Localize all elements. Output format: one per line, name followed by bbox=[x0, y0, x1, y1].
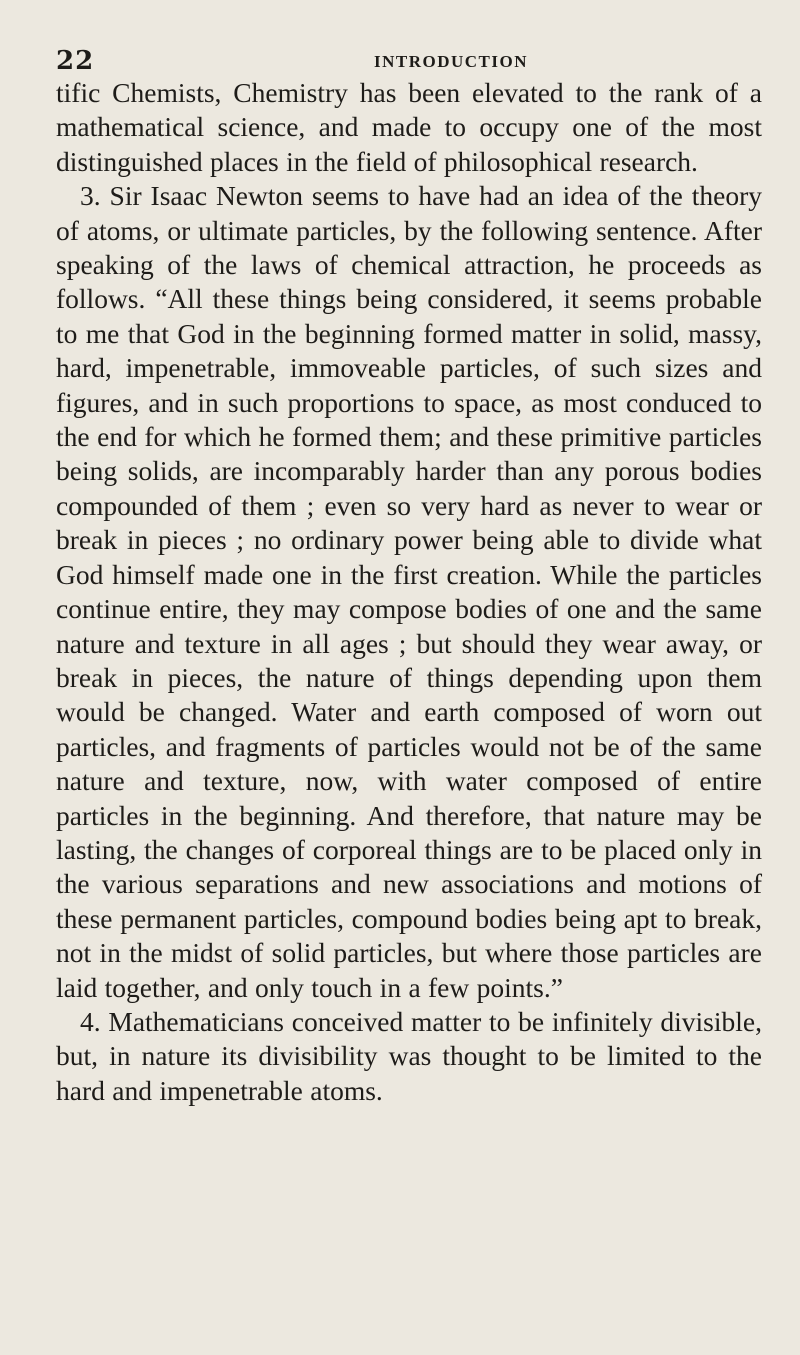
page-number: 22 bbox=[56, 46, 95, 76]
paragraph-3-newton-atoms: 3. Sir Isaac Newton seems to have had an idea of the theory of atoms, or ultimate particles, by the following sentence. After speaking of the laws of chemical attraction, he proceeds as follows. “All these things being considered, it seems probable to me that God in the beginning formed matter in solid, massy, hard, impenetrable, immoveable particles, of such sizes and figures, and in such proportions to space, as most conduced to the end for which he formed them; and these primitive particles being solids, are incomparably harder than any porous bodies compounded of them ; even so very hard as never to wear or break in pieces ; no ordinary power being able to divide what God himself made one in the first creation. While the particles continue entire, they may compose bodies of one and the same nature and texture in all ages ; but should they wear away, or break in pieces, the nature of things depending upon them would be changed. Water and earth composed of worn out particles, and fragments of particles would not be of the same nature and texture, now, with water composed of entire particles in the beginning. And therefore, that nature may be lasting, the changes of corporeal things are to be placed only in the various separations and new associations and motions of these permanent particles, compound bodies being apt to break, not in the midst of solid particles, but where those particles are laid together, and only touch in a few points.” bbox=[56, 180, 762, 1003]
body-text bbox=[56, 76, 762, 1108]
running-head bbox=[56, 40, 762, 76]
section-title: INTRODUCTION bbox=[374, 52, 529, 71]
paragraph-4-divisibility: 4. Mathematicians conceived matter to be infinitely divisible, but, in nature its divisibility was thought to be limited to the hard and impenetrable atoms. bbox=[56, 1005, 762, 1106]
paragraph-continuation: tific Chemists, Chemistry has been elevated to the rank of a mathematical science, and made to occupy one of the most distinguished places in the field of philosophical research. bbox=[56, 77, 762, 177]
